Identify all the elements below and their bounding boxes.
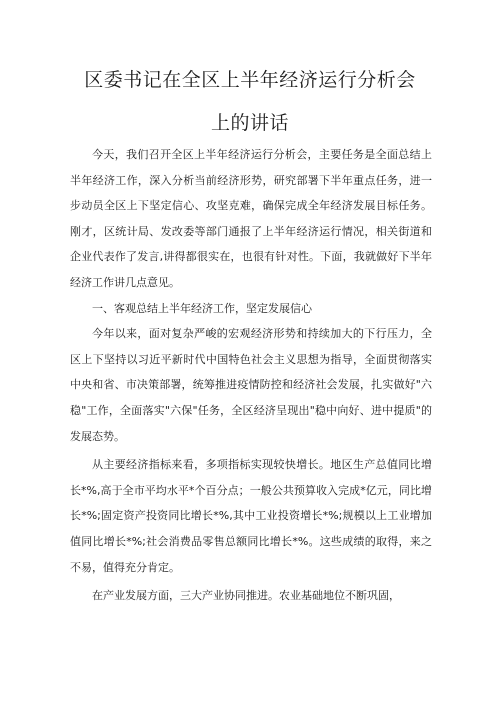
title-line-2: 上的讲话 xyxy=(210,112,289,134)
paragraph-overview: 今年以来，面对复杂严峻的宏观经济形势和持续加大的下行压力，全区上下坚持以习近平新时代中国特色社会主义思想为指导，全面贯彻落实中央和省、市决策部署，统筹推进疫情防控和经济社会发展，扎实做好"六稳"工作，全面落实"六保"任务，全区经济呈现出"稳中向好、进中提质"的发展态势。 xyxy=(70,327,432,443)
paragraph-indicators: 从主要经济指标来看，多项指标实现较快增长。地区生产总值同比增长*%,高于全市平均水平*个百分点；一般公共预算收入完成*亿元，同比增长*%;固定资产投资同比增长*%,其中工业投资增长*%;规模以上工业增加值同比增长*%;社会消费品零售总额同比增长*%。这些成绩的取得，来之不易，值得充分肯定。 xyxy=(70,458,432,574)
title-line-1: 区委书记在全区上半年经济运行分析会 xyxy=(84,69,416,91)
paragraph-intro: 今天，我们召开全区上半年经济运行分析会，主要任务是全面总结上半年经济工作，深入分析当前经济形势，研究部署下半年重点任务，进一步动员全区上下坚定信心、攻坚克难，确保完成全年经济发展目标任务。刚才，区统计局、发改委等部门通报了上半年经济运行情况，相关街道和企业代表作了发言,讲得都很实在，也很有针对性。下面，我就做好下半年经济工作讲几点意见。 xyxy=(70,148,432,289)
document-body xyxy=(70,142,432,609)
paragraph-industry: 在产业发展方面，三大产业协同推进。农业基础地位不断巩固， xyxy=(92,589,400,603)
section-heading-1: 一、客观总结上半年经济工作，坚定发展信心 xyxy=(92,301,312,315)
